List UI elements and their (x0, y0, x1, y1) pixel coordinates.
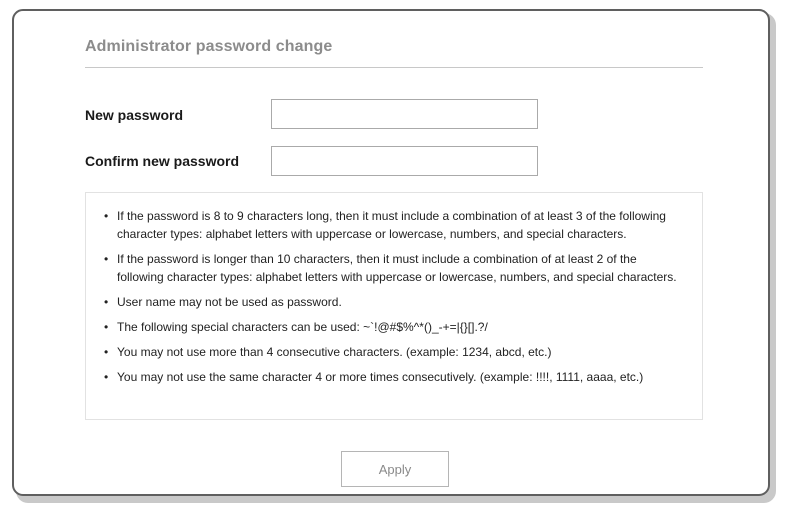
bullet-icon: • (104, 295, 109, 309)
password-change-dialog (12, 9, 770, 496)
new-password-label: New password (85, 107, 184, 123)
bullet-icon: • (104, 209, 109, 223)
rule-text: If the password is longer than 10 characters, then it must include a combination of at least 2 of the following character types: alphabet letters with uppercase or lowercase, numbers, and special characters. (117, 252, 677, 284)
rule-text: You may not use the same character 4 or more times consecutively. (example: !!!!, 1111, aaaa, etc.) (117, 370, 644, 384)
rule-text: If the password is 8 to 9 characters long, then it must include a combination of at least 3 of the following character types: alphabet letters with uppercase or lowercase, numbers, and special characters. (117, 209, 666, 241)
new-password-input[interactable] (271, 99, 538, 129)
apply-button[interactable]: Apply (341, 451, 449, 487)
dialog-title: Administrator password change (85, 38, 333, 55)
rule-text: You may not use more than 4 consecutive characters. (example: 1234, abcd, etc.) (117, 345, 552, 359)
rule-item (102, 318, 686, 336)
rule-item (102, 368, 686, 386)
password-rules-panel (85, 192, 703, 420)
bullet-icon: • (104, 345, 109, 359)
rule-text: User name may not be used as password. (117, 295, 342, 309)
rule-text: The following special characters can be used: ~`!@#$%^*()_-+=|{}[].?/ (117, 320, 488, 334)
rule-item (102, 207, 686, 243)
bullet-icon: • (104, 252, 109, 266)
confirm-password-input[interactable] (271, 146, 538, 176)
bullet-icon: • (104, 370, 109, 384)
confirm-password-label: Confirm new password (85, 153, 240, 169)
password-rules-list (102, 207, 686, 386)
title-divider (85, 67, 703, 68)
rule-item (102, 250, 686, 286)
rule-item (102, 343, 686, 361)
bullet-icon: • (104, 320, 109, 334)
rule-item (102, 293, 686, 311)
